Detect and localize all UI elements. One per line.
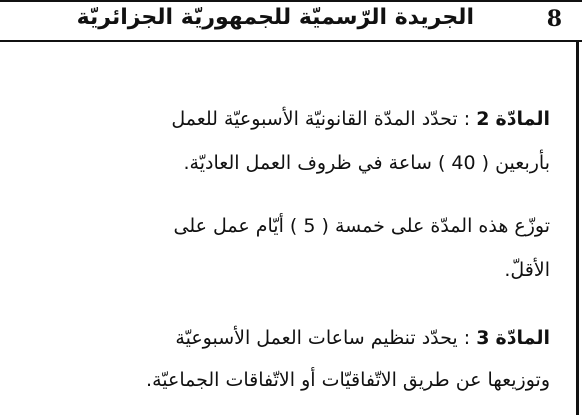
- article-2-label: المادّة: [495, 108, 550, 130]
- article-2-line-1: تحدّد المدّة القانونيّة الأسبوعيّة للعمل: [171, 108, 458, 130]
- article-2-paragraph-2-line-2: الأقلّ.: [504, 259, 550, 281]
- article-3-label: المادّة: [495, 327, 550, 349]
- article-3-number: 3: [476, 327, 490, 349]
- article-2-number: 2: [476, 108, 490, 130]
- page-header: [0, 0, 582, 42]
- article-2-heading-line: [171, 108, 550, 130]
- article-2-separator: :: [463, 108, 471, 130]
- article-3-separator: :: [463, 327, 471, 349]
- article-2-paragraph-2-line-1: توزّع هذه المدّة على خمسة ( 5 ) أيّام عمل على: [173, 215, 550, 237]
- article-3-line-1: يحدّد تنظيم ساعات العمل الأسبوعيّة: [175, 327, 458, 349]
- article-3-line-2: وتوزيعها عن طريق الاتّفاقيّات أو الاتّفاقات الجماعيّة.: [146, 369, 550, 391]
- column-rule: [576, 40, 579, 415]
- newspaper-title: الجريدة الرّسميّة للجمهوريّة الجزائريّة: [76, 5, 474, 30]
- page-number: 8: [546, 6, 562, 32]
- article-2-line-2: بأربعين ( 40 ) ساعة في ظروف العمل العاديّة.: [183, 152, 550, 174]
- article-3-heading-line: [175, 327, 550, 349]
